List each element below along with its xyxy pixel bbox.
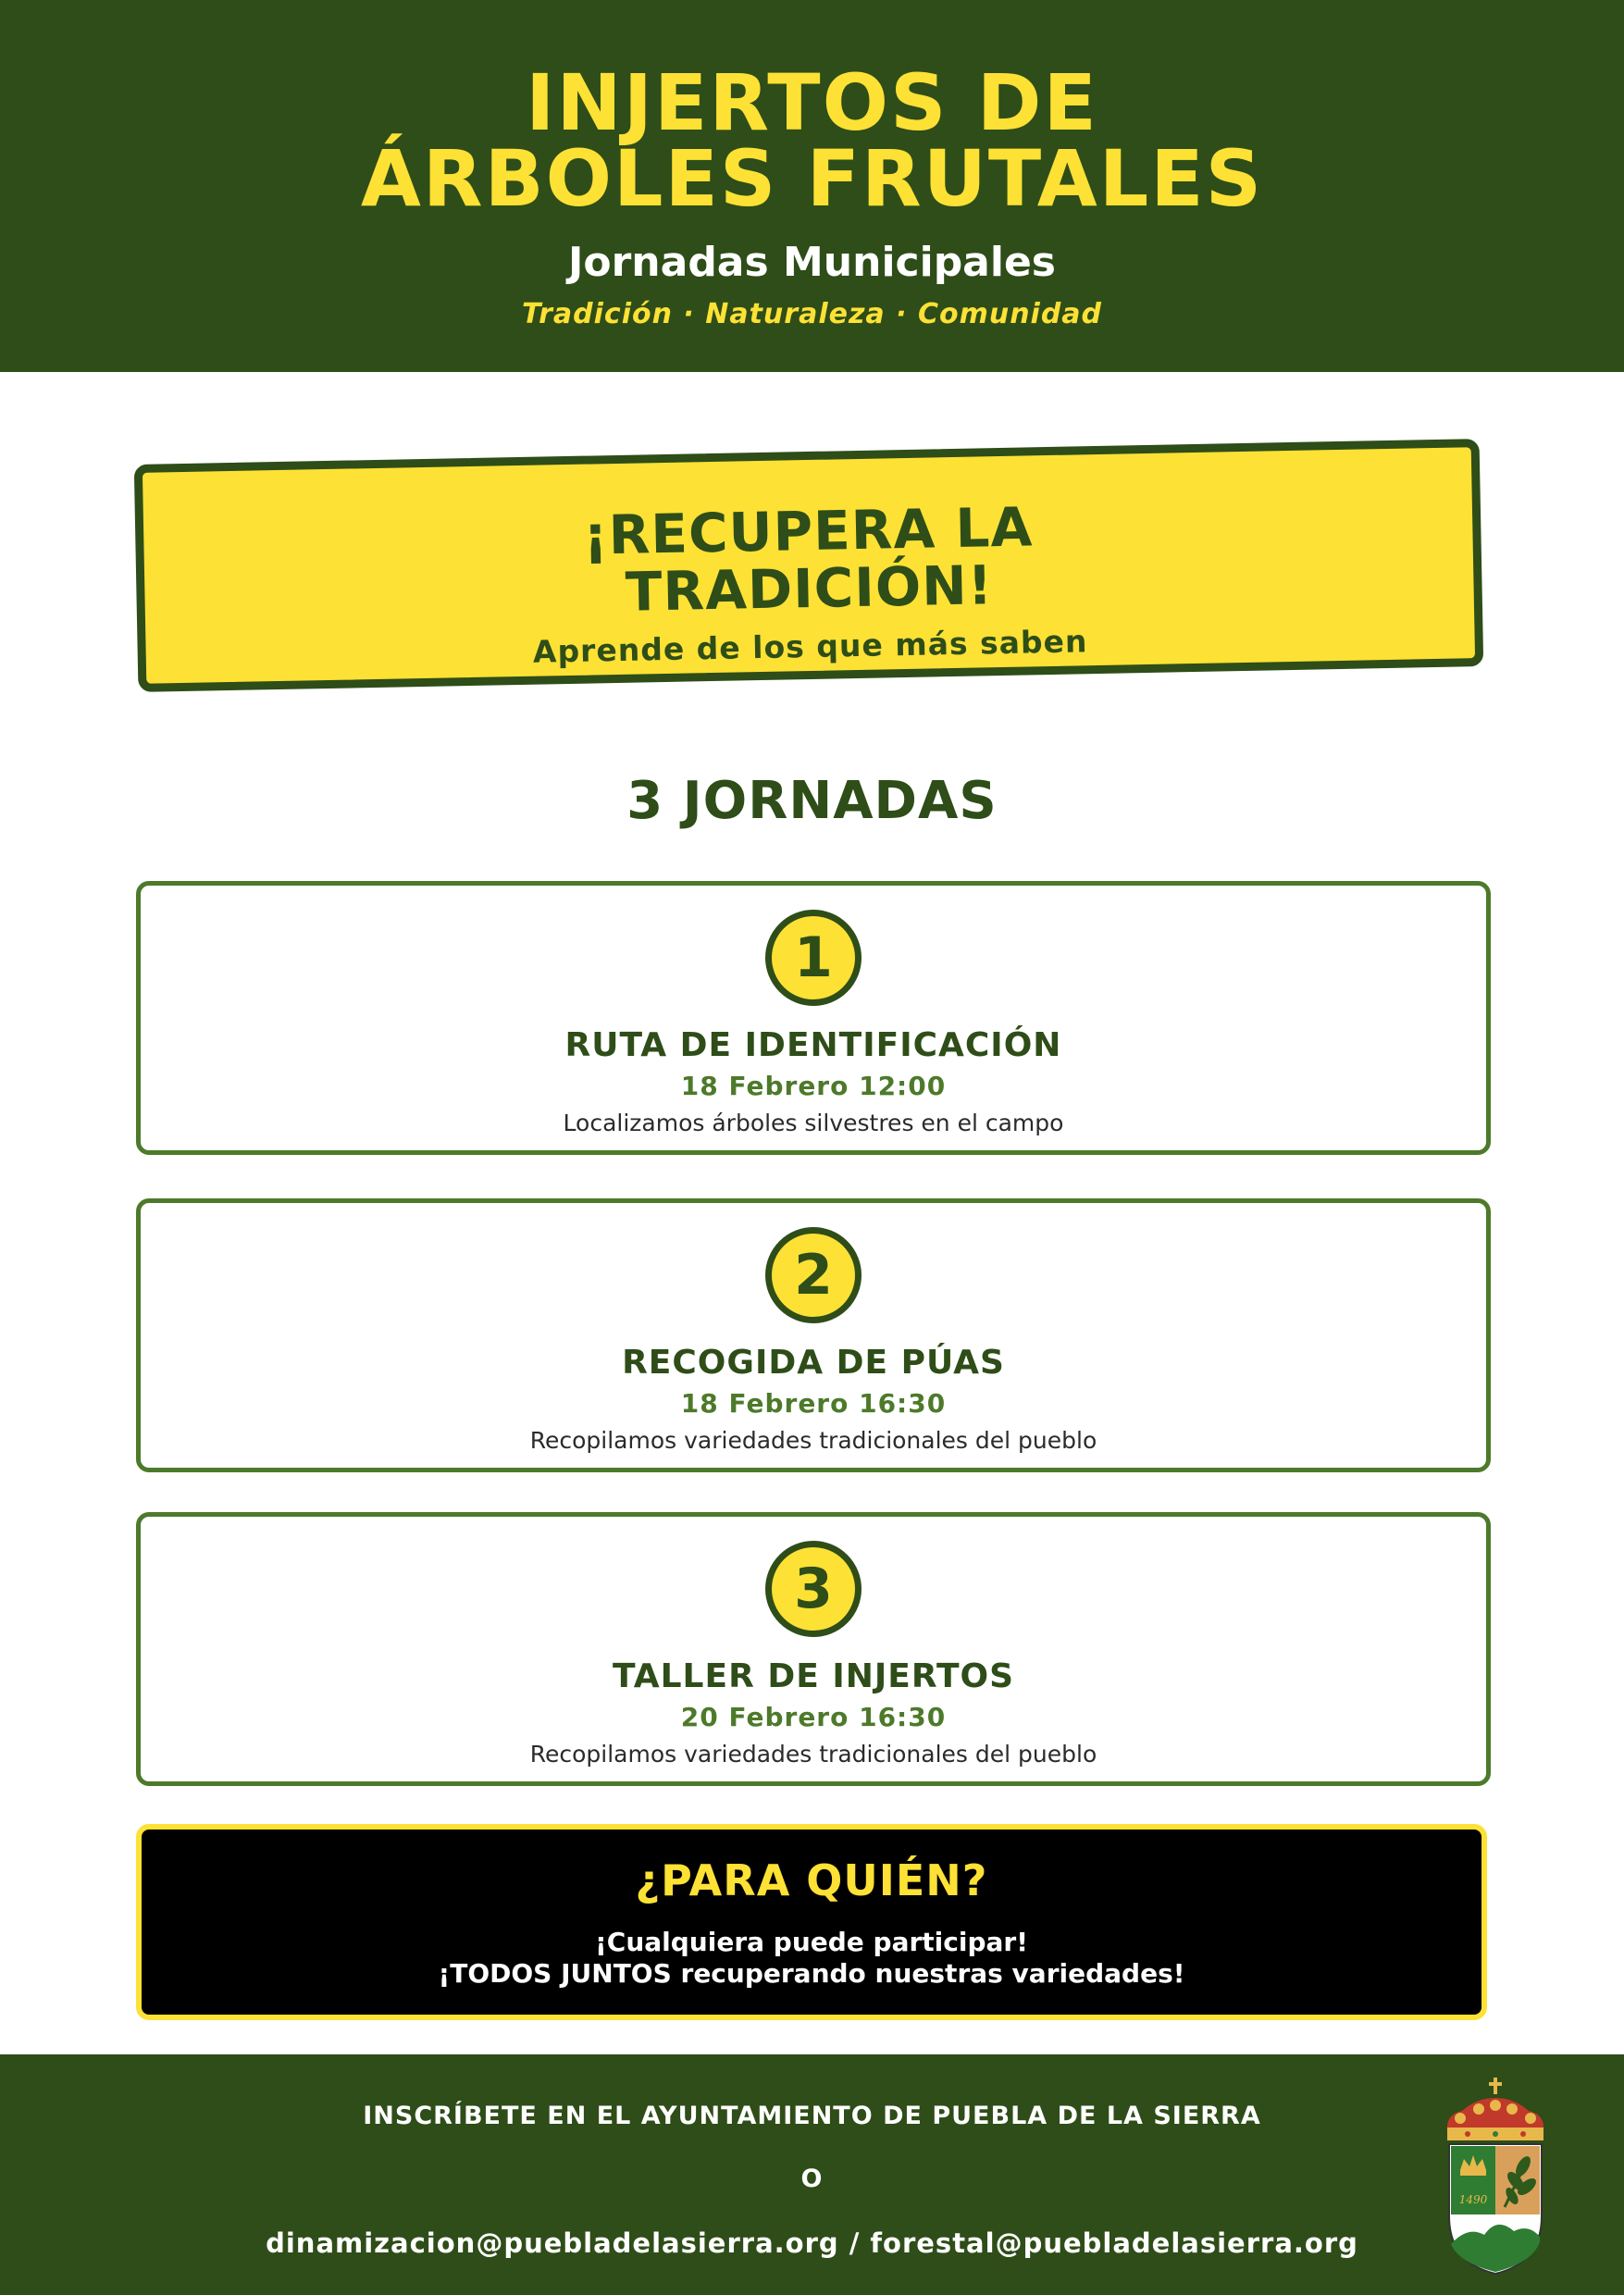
audience-title: ¿PARA QUIÉN? (635, 1855, 988, 1905)
banner-title-line-2: TRADICIÓN! (625, 553, 994, 624)
jornada-title: TALLER DE INJERTOS (612, 1657, 1015, 1695)
jornada-date: 20 Febrero 16:30 (680, 1702, 947, 1732)
jornada-date: 18 Febrero 12:00 (680, 1071, 947, 1101)
jornada-card-3 (136, 1512, 1491, 1786)
municipal-crest-icon (1440, 2078, 1551, 2276)
jornada-card-1 (136, 881, 1491, 1155)
jornada-number-badge: 1 (765, 910, 862, 1006)
jornada-number-badge: 3 (765, 1541, 862, 1637)
tagline: Tradición · Naturaleza · Comunidad (521, 298, 1103, 330)
jornada-description: Recopilamos variedades tradicionales del pueblo (529, 1427, 1097, 1454)
title-line-2: ÁRBOLES FRUTALES (360, 133, 1264, 224)
registration-text: INSCRÍBETE EN EL AYUNTAMIENTO DE PUEBLA DE LA SIERRA (363, 2102, 1261, 2130)
jornada-description: Localizamos árboles silvestres en el campo (563, 1110, 1064, 1136)
banner-subtitle: Aprende de los que más saben (532, 623, 1088, 670)
audience-box (136, 1824, 1487, 2020)
contact-emails[interactable]: dinamizacion@puebladelasierra.org / forestal@puebladelasierra.org (266, 2227, 1358, 2259)
banner-title-line-1: ¡RECUPERA LA (582, 495, 1034, 567)
title-line-1: INJERTOS DE (526, 57, 1098, 148)
jornada-card-2 (136, 1198, 1491, 1472)
section-title: 3 JORNADAS (626, 771, 998, 831)
page-title (0, 57, 1624, 224)
audience-line-2: ¡TODOS JUNTOS recuperando nuestras variedades! (438, 1958, 1185, 1989)
jornada-title: RUTA DE IDENTIFICACIÓN (564, 1026, 1062, 1064)
crest-year: 1490 (1458, 2193, 1488, 2206)
tradition-banner (134, 439, 1483, 692)
jornada-number-badge: 2 (765, 1227, 862, 1323)
audience-line-1: ¡Cualquiera puede participar! (595, 1927, 1028, 1957)
jornada-date: 18 Febrero 16:30 (680, 1388, 947, 1419)
header (0, 0, 1624, 372)
banner-title (143, 490, 1474, 630)
footer (0, 2054, 1624, 2295)
subtitle: Jornadas Municipales (568, 239, 1056, 286)
jornada-title: RECOGIDA DE PÚAS (622, 1344, 1005, 1382)
jornada-description: Recopilamos variedades tradicionales del pueblo (529, 1741, 1097, 1768)
separator-text: O (800, 2165, 824, 2193)
